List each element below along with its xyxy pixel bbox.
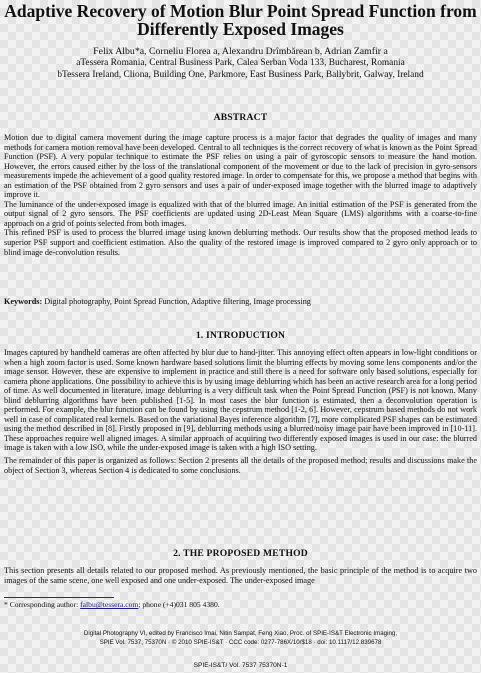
paper-title-line-2: Differently Exposed Images [137, 19, 344, 39]
abstract-heading: ABSTRACT [213, 112, 268, 123]
abstract-paragraph-3: This refined PSF is used to process the blurred image using known deblurring methods. Our results show that the proposed method leads to superior PSF support and coefficient estimation. Also the quality of the restored image is improved compared to 2 gyro only approach or to blind image de-convolution results. [4, 228, 477, 257]
abstract-body [4, 133, 477, 257]
abstract-paragraph-1: Motion due to digital camera movement during the image capture process is a major factor that degrades the quality of images and many methods for camera motion removal have been developed. Central to all techniques is the correct recovery of what is known as the Point Spread Function (PSF). A very popular technique to estimate the PSF relies on using a pair of gyroscopic sensors to measure the hand motion. However, the errors caused either by the loss of the translational component of the movement or due to the lack of precision in gyro-sensors measurements impede the achievement of a good quality restored image. In order to compensate for this, we propose a method that begins with an estimation of the PSF obtained from 2 gyro sensors and uses a pair of under-exposed image together with the blurred image to adaptively improve it. [4, 133, 477, 200]
method-paragraph-1: This section presents all details related to our proposed method. As previously mentioned, the basic principle of the method is to acquire two images of the same scene, one well exposed and one under-exposed. The under-exposed image [4, 566, 477, 585]
section-2-heading: 2. THE PROPOSED METHOD [173, 548, 308, 559]
keywords-label: Keywords: [4, 297, 43, 306]
section-1-heading: 1. INTRODUCTION [195, 330, 286, 341]
paper-title-line-1: Adaptive Recovery of Motion Blur Point Spread Function from [4, 1, 477, 21]
page-footer: SPIE-IS&T/ Vol. 7537 75370N-1 [193, 662, 288, 669]
author-list: Felix Albu*a, Corneliu Florea a, Alexandru Drîmbărean b, Adrian Zamfir a [93, 46, 388, 57]
keywords-text: Digital photography, Point Spread Function, Adaptive filtering, Image processing [42, 297, 311, 306]
footnote-rule [4, 597, 114, 598]
footnote-email-link[interactable]: falbu@tessera.com [80, 600, 139, 609]
abstract-paragraph-2: The luminance of the under-exposed image is equalized with that of the blurred image. An initial estimation of the PSF is generated from the output signal of 2 gyro sensors. The PSF coefficients are updated using 2D-Least Mean Square (LMS) algorithms with a coarse-to-fine approach on a grid of points selected from both images. [4, 199, 477, 228]
citation-line-2: SPIE Vol. 7537, 75370N · © 2010 SPIE-IS&T · CCC code: 0277-786X/10/$18 · doi: 10.1117/12.839678 [99, 639, 382, 646]
affiliation-a: aTessera Romania, Central Business Park, Calea Serban Voda 133, Bucharest, Romania [76, 58, 405, 68]
keywords-line [4, 297, 477, 307]
footnote-suffix: ; phone (+4)031 805 4380. [138, 600, 220, 609]
introduction-paragraph-1: Images captured by handheld cameras are often affected by blur due to hand-jitter. This annoying effect often appears in low-light conditions or when a high zoom factor is used. Some known hardware based solutions limit the blurring effects by moving some lens components and/or the image sensor. However, these are expensive to implement in practice and still there is a need for software only based solutions, especially for camera phone applications. One possibility to achieve this is by using image deblurring which has been an active research area for a long period of time. As well documented in literature, image deblurring is a very difficult task when the Point Spread Function (PSF) is not known. Many blind deblurring algorithms have been published [1-5]. In most cases the blur function is estimated, then a deconvolution operation is performed. For example, the blur function can be found by using the cepstrum method [1-2, 6]. However, cepstrum based methods do not work well in case of complicated real kernels. Based on the variational Bayes inference algorithm [7], more complicated PSF shapes can be estimated using the method described in [8]. Firstly proposed in [9], deblurring methods using a blurred/noisy image pair have been improved in [10-11]. These approaches require well aligned images. A similar approach of acquiring two differently exposed images is used in our case: the blurred image is taken with a low ISO, while the under-exposed image is taken with a high ISO setting. [4, 348, 477, 453]
citation-line-1: Digital Photography VI, edited by Francisco Imai, Nitin Sampat, Feng Xiao, Proc. of SPIE-IS&T Electronic Imaging, [83, 630, 398, 637]
introduction-paragraph-2: The remainder of this paper is organized as follows: Section 2 presents all the details of the proposed method; results and discussions make the object of Section 3, whereas Section 4 is dedicated to some conclusions. [4, 456, 477, 475]
footnote-prefix: * Corresponding author: [4, 600, 81, 609]
method-body [4, 566, 477, 585]
introduction-body [4, 348, 477, 475]
footnote [4, 600, 220, 609]
affiliation-b: bTessera Ireland, Cliona, Building One, Parkmore, East Business Park, Ballybrit, Galway, Ireland [57, 70, 424, 80]
